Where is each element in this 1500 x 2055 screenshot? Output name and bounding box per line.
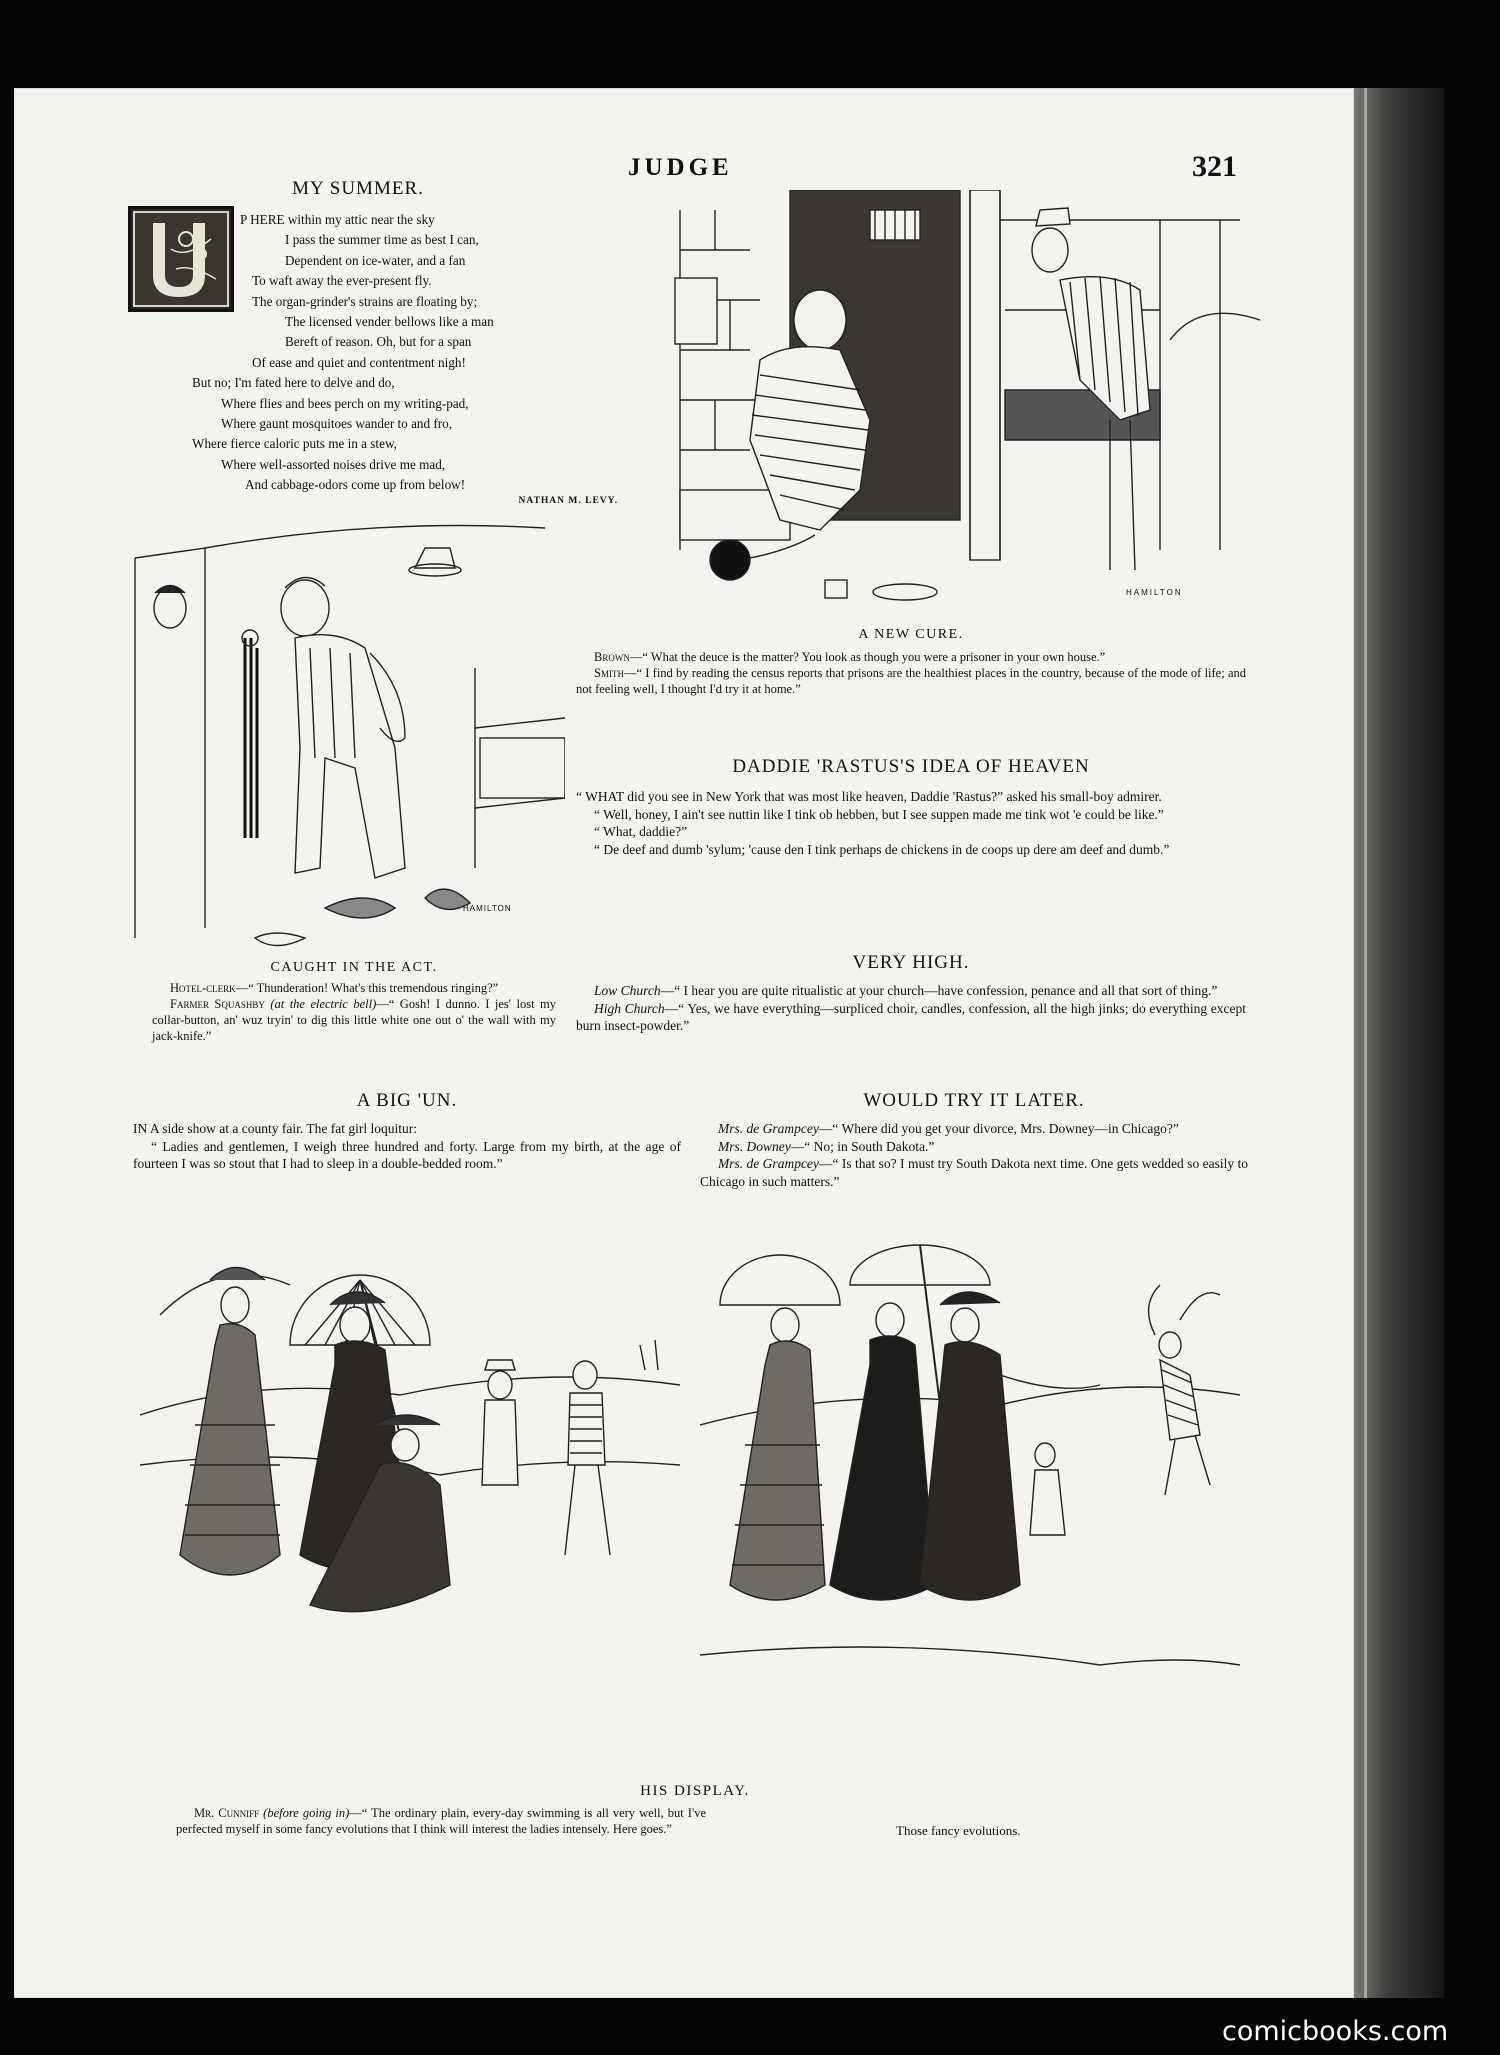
article-body bbox=[576, 788, 1246, 858]
caption-right: Those fancy evolutions. bbox=[896, 1823, 1021, 1838]
poem-line: I pass the summer time as best I can, bbox=[285, 232, 479, 248]
speaker: Mr. Cunniff bbox=[194, 1806, 260, 1820]
caption-his-display bbox=[140, 1783, 1250, 1838]
poem-line: Where fierce caloric puts me in a stew, bbox=[192, 436, 397, 452]
dialogue-text: —“ Is that so? I must try South Dakota next time. One gets wedded so easily to Chicago in such matters.” bbox=[700, 1156, 1248, 1189]
illustration-his-display-left bbox=[140, 1225, 680, 1765]
caption-caught-in-the-act bbox=[152, 960, 556, 1044]
caption-new-cure bbox=[576, 627, 1246, 697]
poem-line: The organ-grinder's strains are floating by; bbox=[252, 293, 478, 309]
article-title: WOULD TRY IT LATER. bbox=[863, 1090, 1085, 1111]
article-a-big-un bbox=[133, 1090, 681, 1173]
article-title: A BIG 'UN. bbox=[356, 1090, 458, 1111]
paragraph: “ Well, honey, I ain't see nuttin like I tink ob hebben, but I see suppen made me tink wot 'e could be like.” bbox=[594, 806, 1164, 822]
caption-title: HIS DISPLAY. bbox=[640, 1783, 750, 1799]
poem-line: Dependent on ice-water, and a fan bbox=[285, 252, 466, 268]
article-title: DADDIE 'RASTUS'S IDEA OF HEAVEN bbox=[732, 756, 1090, 777]
caption-dialogue bbox=[576, 649, 1246, 697]
speaker: Mrs. de Grampcey bbox=[718, 1156, 819, 1171]
caption-dialogue bbox=[176, 1805, 706, 1837]
speaker: Farmer Squashby bbox=[170, 997, 265, 1011]
poem-line: To waft away the ever-present fly. bbox=[252, 273, 432, 289]
article-title: VERY HIGH. bbox=[852, 952, 970, 973]
drop-cap-illustration bbox=[128, 206, 234, 312]
artist-signature: HAMILTON bbox=[463, 904, 512, 913]
page-edge bbox=[1354, 88, 1444, 1998]
speaker: High Church bbox=[594, 1000, 665, 1016]
dialogue-text: —“ Gosh! I dunno. I jes' lost my collar-button, an' wuz tryin' to dig this little white one out o' the wall with my jack-knife.” bbox=[152, 997, 557, 1043]
paragraph: “ WHAT did you see in New York that was most like heaven, Daddie 'Rastus?” asked his small-boy admirer. bbox=[576, 789, 1162, 804]
article-very-high bbox=[576, 952, 1246, 1035]
illustration-new-cure bbox=[640, 190, 1260, 620]
poem-title: MY SUMMER. bbox=[292, 178, 424, 199]
article-body bbox=[700, 1120, 1248, 1190]
article-body bbox=[133, 1120, 681, 1173]
artist-signature: HAMILTON bbox=[1126, 588, 1183, 597]
speaker: Mrs. Downey bbox=[718, 1138, 791, 1154]
stage-direction: (at the electric bell) bbox=[270, 997, 377, 1011]
dialogue-text: —“ What the deuce is the matter? You look as though you were a prisoner in your own house.” bbox=[629, 650, 1106, 664]
paragraph: IN A side show at a county fair. The fat girl loquitur: bbox=[133, 1121, 417, 1136]
dialogue-text: —“ I hear you are quite ritualistic at your church—have confession, penance and all that sort of thing.” bbox=[660, 983, 1218, 998]
poem-my-summer bbox=[128, 178, 628, 506]
article-would-try-it-later bbox=[700, 1090, 1248, 1190]
poem-line: Where well-assorted noises drive me mad, bbox=[221, 456, 446, 472]
speaker: Brown bbox=[594, 650, 630, 664]
illustration-caught-in-the-act bbox=[125, 508, 565, 948]
poem-line: P HERE within my attic near the sky bbox=[240, 212, 435, 227]
dialogue-text: —“ The ordinary plain, every-day swimming is all very well, but I've perfected myself in some fancy evolutions that I think will interest the ladies intensely. Here goes.” bbox=[176, 1806, 706, 1836]
speaker: Low Church bbox=[594, 983, 661, 998]
poem-line: Of ease and quiet and contentment nigh! bbox=[252, 354, 466, 370]
poem-line: And cabbage-odors come up from below! bbox=[245, 477, 466, 493]
site-watermark: comicbooks.com bbox=[1222, 2016, 1449, 2047]
speaker: Hotel-clerk bbox=[170, 981, 236, 995]
stage-direction: (before going in) bbox=[263, 1806, 350, 1820]
poem-line: Bereft of reason. Oh, but for a span bbox=[285, 334, 472, 350]
poem-author: NATHAN M. LEVY. bbox=[518, 495, 618, 506]
dialogue-text: —“ Where did you get your divorce, Mrs. Downey—in Chicago?” bbox=[818, 1121, 1179, 1136]
paragraph: “ Ladies and gentlemen, I weigh three hundred and forty. Large from my birth, at the age of fourteen I was so stout that I had to sleep in a double-bedded room.” bbox=[133, 1138, 681, 1171]
article-body bbox=[576, 982, 1246, 1035]
article-daddie-rastus bbox=[576, 756, 1246, 858]
poem-line: Where flies and bees perch on my writing-pad, bbox=[221, 395, 469, 411]
caption-dialogue bbox=[152, 980, 556, 1044]
speaker: Mrs. de Grampcey bbox=[718, 1121, 819, 1136]
page-number: 321 bbox=[1192, 150, 1237, 183]
dialogue-text: —“ Thunderation! What's this tremendous ringing?” bbox=[235, 981, 499, 995]
illustration-his-display-right bbox=[700, 1225, 1240, 1765]
caption-title: CAUGHT IN THE ACT. bbox=[270, 960, 438, 975]
dialogue-text: —“ No; in South Dakota.” bbox=[790, 1138, 935, 1154]
paragraph: “ What, daddie?” bbox=[594, 824, 688, 839]
paragraph: “ De deef and dumb 'sylum; 'cause den I tink perhaps de chickens in de coops up dere am deef and dumb.” bbox=[594, 841, 1170, 857]
masthead: JUDGE bbox=[628, 154, 733, 181]
poem-line: The licensed vender bellows like a man bbox=[285, 314, 494, 330]
speaker: Smith bbox=[594, 666, 624, 680]
dialogue-text: —“ I find by reading the census reports that prisons are the healthiest places in the country, because of the mode of life; and not feeling well, I thought I'd try it at home.” bbox=[576, 666, 1246, 696]
caption-title: A NEW CURE. bbox=[858, 627, 964, 642]
dialogue-text: —“ Yes, we have everything—surpliced choir, candles, confession, all the high jinks; do everything except burn insect-powder.” bbox=[576, 1000, 1246, 1033]
poem-line: But no; I'm fated here to delve and do, bbox=[192, 375, 395, 391]
poem-line: Where gaunt mosquitoes wander to and fro, bbox=[221, 416, 453, 432]
